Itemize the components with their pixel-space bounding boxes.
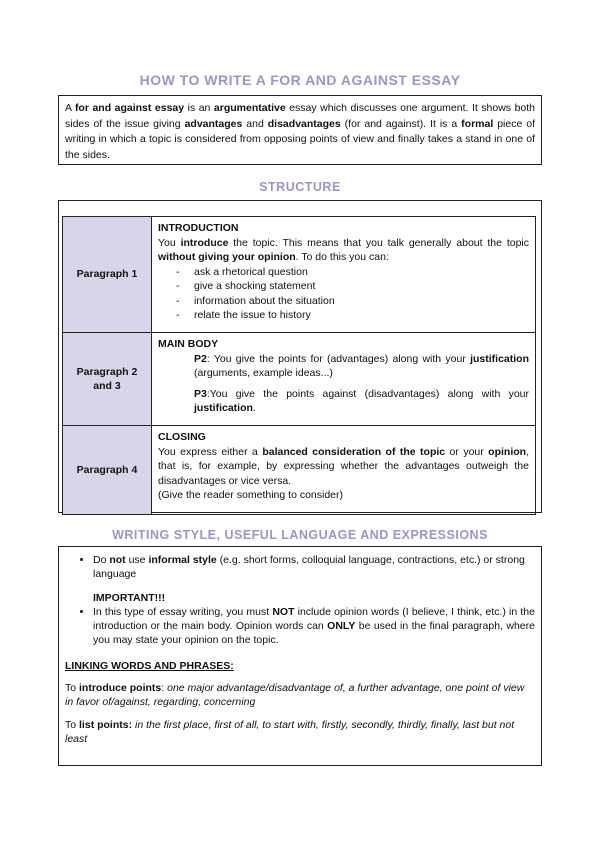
section-title: MAIN BODY [158, 338, 219, 350]
list-item: - give a shocking statement [176, 279, 529, 294]
bold-text: introduce points [79, 682, 162, 694]
structure-heading: STRUCTURE [259, 180, 341, 194]
text: include opinion words (I believe, I think, etc.) in the introduction or the main body. Opinion words can [93, 606, 535, 632]
paragraph-content [152, 217, 536, 333]
italic-text: one major advantage/disadvantage of, a further advantage, one point of view in favor of/against, regarding, concerning [65, 682, 525, 708]
text: You [158, 236, 181, 249]
text: (e.g. short forms, colloquial language, contractions, etc.) or strong language [93, 554, 525, 580]
structure-table [62, 216, 536, 515]
definition-box [58, 95, 542, 165]
text: : [161, 682, 168, 694]
table-row [63, 333, 536, 426]
section-note: (Give the reader something to consider) [158, 489, 344, 501]
bold-text: P3 [194, 387, 207, 400]
p2-text [158, 352, 529, 381]
bold-text: P2 [194, 352, 207, 365]
intro-text: and [242, 117, 268, 130]
section-title: INTRODUCTION [158, 222, 239, 234]
section-text [158, 236, 529, 265]
text: the topic. This means that you talk generally about the topic [228, 236, 530, 249]
bold-text: NOT [272, 606, 295, 618]
paragraph-content [152, 333, 536, 426]
bold-text: informal style [148, 554, 217, 566]
style-rules-list [65, 553, 535, 581]
text: You express either a [158, 445, 263, 458]
page-title: HOW TO WRITE A FOR AND AGAINST ESSAY [139, 72, 461, 88]
intro-bold: disadvantages [267, 117, 341, 130]
section-text [158, 445, 529, 489]
bold-text: opinion [488, 445, 527, 458]
intro-bold: argumentative [213, 102, 286, 114]
text: To [65, 682, 80, 694]
text: Do [93, 554, 110, 566]
style-box [58, 546, 542, 766]
introduce-points [65, 681, 535, 709]
table-row [63, 426, 536, 515]
intro-bold: for and against essay [74, 102, 185, 114]
intro-bold: formal [461, 117, 494, 130]
text: In this type of essay writing, you must [93, 606, 273, 618]
paragraph-label: Paragraph 2 and 3 [63, 333, 152, 426]
style-rules-list [65, 605, 535, 647]
bold-text: balanced consideration of the topic [262, 445, 446, 458]
intro-text: A [65, 102, 75, 114]
structure-box [58, 200, 542, 513]
list-item: - ask a rhetorical question [176, 265, 529, 280]
text: . To do this you can: [295, 251, 389, 263]
paragraph-label: Paragraph 1 [63, 217, 152, 333]
intro-text: piece of writing in which a topic is considered from opposing points of view and finally takes a stand in one of the sides. [65, 117, 536, 161]
bold-text: justification [470, 352, 529, 365]
text: or your [445, 445, 489, 458]
intro-text: (for and against). It is a [340, 117, 462, 130]
list-item: - information about the situation [176, 294, 529, 309]
bold-text: not [109, 554, 126, 566]
paragraph-content [152, 426, 536, 515]
intro-options-list [158, 265, 529, 323]
paragraph-label: Paragraph 4 [63, 426, 152, 515]
bold-text: ONLY [327, 620, 356, 632]
intro-text: essay which discusses one argument. It shows both sides of the issue giving [65, 102, 536, 130]
text: :You give the points against (disadvantages) along with your [206, 387, 529, 400]
table-row [63, 217, 536, 333]
italic-text: in the first place, first of all, to start with, firstly, secondly, thirdly, finally, last but not least [65, 719, 515, 745]
intro-bold: advantages [184, 117, 243, 130]
bold-text: introduce [180, 236, 229, 249]
section-title: CLOSING [158, 431, 206, 443]
bold-text: without giving your opinion [158, 251, 296, 263]
text: To [65, 719, 80, 731]
intro-text: is an [184, 102, 214, 114]
text: use [125, 554, 149, 566]
text: (arguments, example ideas...) [194, 367, 333, 379]
linking-words-title: LINKING WORDS AND PHRASES: [65, 660, 234, 672]
p3-text [158, 387, 529, 416]
text: : You give the points for (advantages) along with your [206, 352, 471, 365]
list-item: - relate the issue to history [176, 308, 529, 323]
bold-text: list points: [79, 719, 133, 731]
list-item [93, 605, 535, 647]
text: , that is, for example, by expressing whether the advantages outweigh the disadvantages or vice versa. [158, 445, 529, 487]
important-label: IMPORTANT!!! [93, 592, 166, 604]
list-item [93, 553, 535, 581]
text: be used in the final paragraph, where you may state your opinion on the topic. [93, 620, 535, 646]
style-heading: WRITING STYLE, USEFUL LANGUAGE AND EXPRESSIONS [112, 528, 488, 542]
bold-text: justification [194, 402, 253, 414]
list-points [65, 718, 535, 746]
text: . [252, 402, 256, 414]
